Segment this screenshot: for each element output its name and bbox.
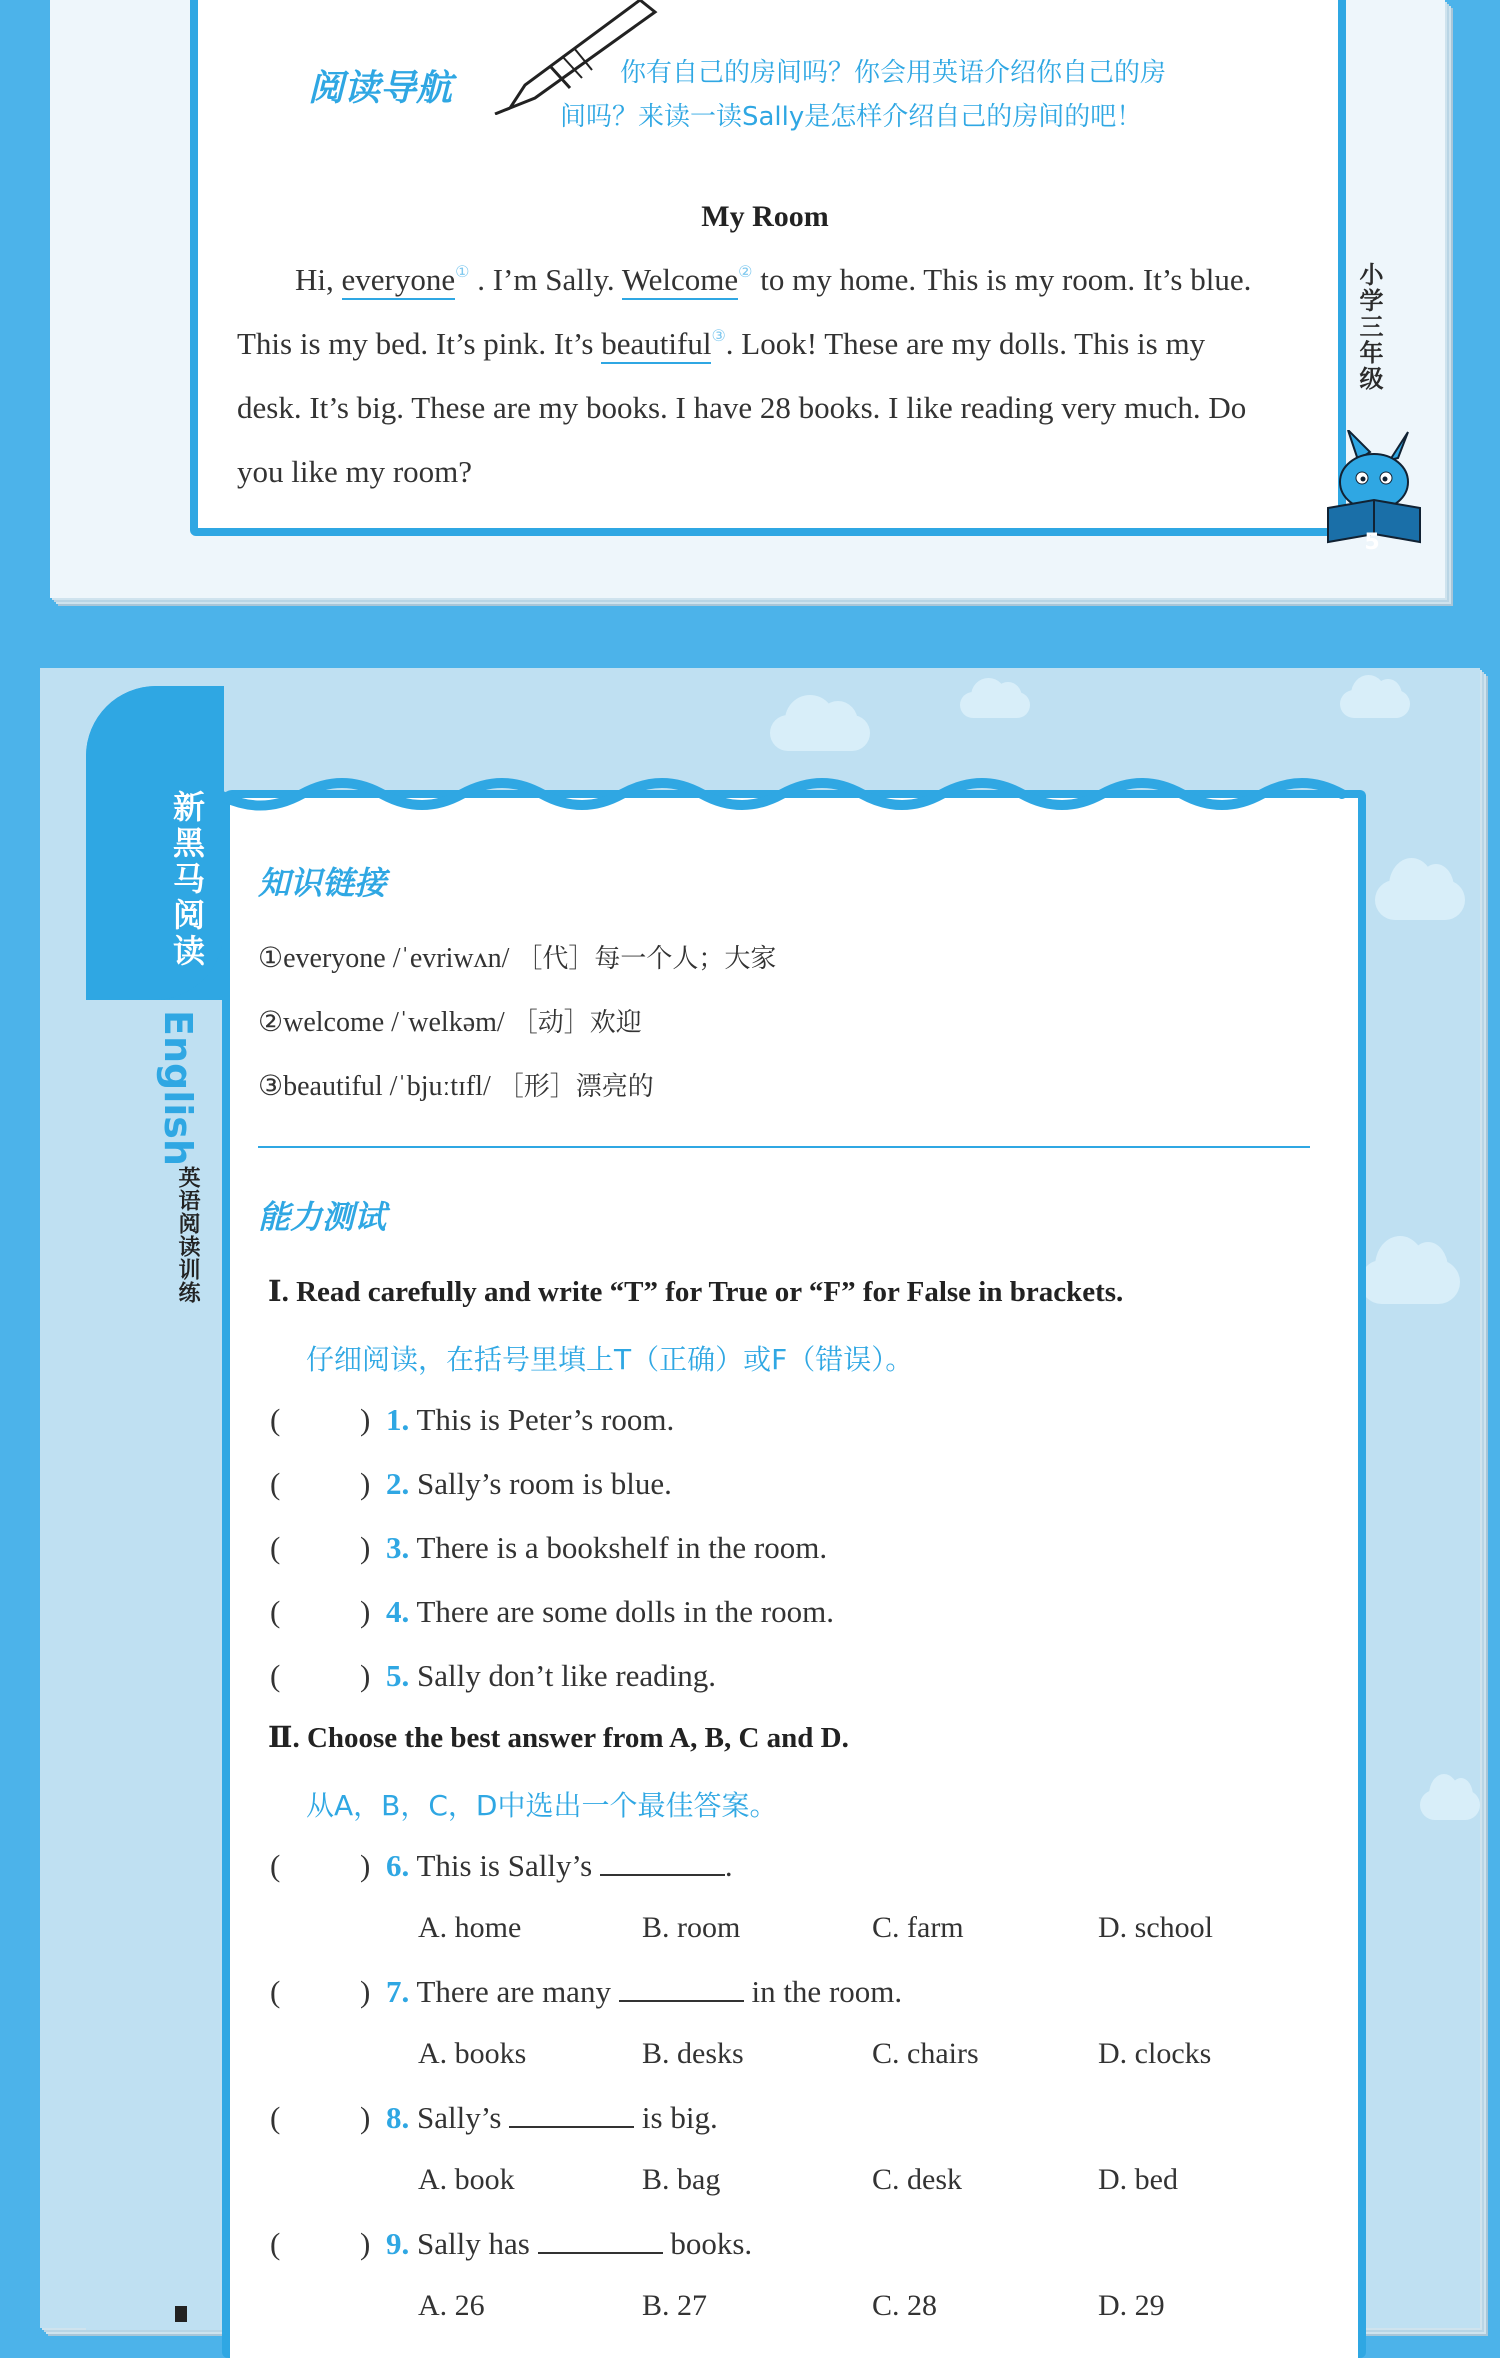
answer-option[interactable]: C. chairs (872, 2037, 979, 2070)
answer-bracket-open[interactable]: ( (270, 1658, 281, 1693)
answer-bracket-open[interactable]: ( (270, 1530, 281, 1565)
answer-bracket-open[interactable]: ( (270, 1848, 281, 1883)
subtitle-label: 英语阅读训练 (175, 1166, 200, 1304)
answer-bracket-close: ) (360, 2100, 371, 2135)
part1-instruction: 仔细阅读，在括号里填上T（正确）或F（错误）。 (306, 1343, 914, 1376)
reading-nav-text-line2: 间吗？来读一读Sally是怎样介绍自己的房间的吧！ (560, 102, 1143, 132)
answer-option[interactable]: C. desk (872, 2163, 962, 2196)
answer-bracket-open[interactable]: ( (270, 2226, 281, 2261)
question-number: 3. (386, 1530, 410, 1565)
story-word-beautiful: beautiful (601, 326, 711, 364)
vocab-number: ① (258, 943, 284, 974)
question-text: is big. (634, 2100, 718, 2135)
cloud-decoration (1420, 1790, 1480, 1820)
part2-instruction: 从A，B，C，D中选出一个最佳答案。 (306, 1789, 778, 1822)
answer-bracket-close: ) (360, 1466, 371, 1501)
part1-heading: Ⅰ. Read carefully and write “T” for True or “F” for False in brackets. (268, 1276, 1124, 1308)
knowledge-title: 知识链接 (258, 864, 387, 902)
answer-bracket-close: ) (360, 1594, 371, 1629)
story-line-3: desk. It’s big. These are my books. I have 28 books. I like reading very much. Do (237, 390, 1247, 425)
reading-nav-title: 阅读导航 (308, 68, 453, 109)
question-text: Sally’s room is blue. (417, 1466, 672, 1501)
question-number: 8. (386, 2100, 410, 2135)
answer-option[interactable]: A. 26 (418, 2289, 485, 2322)
answer-option[interactable]: A. book (418, 2163, 515, 2196)
vocab-pos: ［形］ (497, 1072, 576, 1102)
test-title: 能力测试 (258, 1198, 387, 1236)
story-line-2 (237, 326, 1205, 362)
answer-blank[interactable] (538, 2228, 663, 2254)
question-text: Sally don’t like reading. (417, 1658, 717, 1693)
cloud-decoration (1360, 1260, 1460, 1304)
question-text: This is Peter’s room. (416, 1402, 675, 1437)
question-number: 6. (386, 1848, 410, 1883)
vocab-row (258, 1066, 654, 1103)
vocab-number: ③ (258, 1071, 284, 1102)
answer-bracket-open[interactable]: ( (270, 1466, 281, 1501)
vocab-meaning: 漂亮的 (575, 1072, 654, 1102)
vocab-ipa: /ˈbjuːtɪfl/ (389, 1071, 491, 1102)
series-title: 新黑马阅读 (168, 790, 206, 970)
answer-option[interactable]: D. clocks (1098, 2037, 1212, 2070)
sidebar-bottom-mark (175, 2306, 187, 2322)
mc-question (386, 2100, 718, 2136)
story-text: . Look! These are my dolls. This is my (725, 326, 1206, 361)
mc-question (386, 1974, 902, 2010)
answer-option[interactable]: B. desks (642, 2037, 744, 2070)
answer-option[interactable]: C. farm (872, 1911, 964, 1944)
cloud-decoration (770, 715, 870, 751)
reading-nav-text-line1: 你有自己的房间吗？你会用英语介绍你自己的房 (620, 58, 1167, 88)
question-text: Sally’s (417, 2100, 510, 2135)
sidebar-light-strip (86, 1000, 224, 2330)
footnote-marker: ① (455, 264, 470, 281)
story-text: This is my bed. It’s pink. It’s (237, 326, 602, 361)
story-text: Hi, (295, 262, 342, 297)
grade-label: 小学三年级 (1355, 262, 1383, 392)
answer-bracket-close: ) (360, 1848, 371, 1883)
tf-question (386, 1466, 672, 1502)
story-line-1 (295, 262, 1251, 298)
english-label: English (156, 1010, 200, 1166)
answer-bracket-close: ) (360, 1974, 371, 2009)
answer-option[interactable]: C. 28 (872, 2289, 938, 2322)
answer-option[interactable]: B. 27 (642, 2289, 708, 2322)
answer-blank[interactable] (600, 1850, 725, 1876)
tf-question (386, 1402, 674, 1438)
vocab-word: welcome (283, 1007, 385, 1038)
question-number: 2. (386, 1466, 410, 1501)
answer-blank[interactable] (619, 1976, 744, 2002)
vocab-meaning: 欢迎 (589, 1008, 642, 1038)
answer-option[interactable]: A. books (418, 2037, 527, 2070)
answer-bracket-open[interactable]: ( (270, 1594, 281, 1629)
question-text: in the room. (743, 1974, 903, 2009)
mc-question (386, 2226, 752, 2262)
vocab-ipa: /ˈevriwʌn/ (392, 943, 510, 974)
answer-bracket-open[interactable]: ( (270, 1974, 281, 2009)
cloud-decoration (1375, 880, 1465, 920)
question-text: There is a bookshelf in the room. (416, 1530, 828, 1565)
question-number: 1. (386, 1402, 410, 1437)
vocab-pos: ［代］ (516, 944, 595, 974)
vocab-word: everyone (283, 943, 386, 974)
footnote-marker: ② (738, 264, 753, 281)
answer-bracket-close: ) (360, 1402, 371, 1437)
answer-bracket-close: ) (360, 1530, 371, 1565)
answer-option[interactable]: A. home (418, 1911, 522, 1944)
vocab-number: ② (258, 1007, 284, 1038)
mc-question (386, 1848, 733, 1884)
vocab-row (258, 1002, 642, 1039)
vocab-pos: ［动］ (511, 1008, 590, 1038)
question-number: 4. (386, 1594, 410, 1629)
vocab-meaning: 每一个人；大家 (594, 944, 777, 974)
answer-bracket-close: ) (360, 2226, 371, 2261)
question-text: books. (662, 2226, 753, 2261)
question-text: This is Sally’s (416, 1848, 600, 1883)
answer-blank[interactable] (509, 2102, 634, 2128)
answer-bracket-open[interactable]: ( (270, 1402, 281, 1437)
answer-bracket-open[interactable]: ( (270, 2100, 281, 2135)
question-number: 9. (386, 2226, 410, 2261)
story-word-welcome: Welcome (622, 262, 738, 300)
story-word-everyone: everyone (342, 262, 456, 300)
answer-option[interactable]: D. bed (1098, 2163, 1178, 2196)
question-text: There are many (416, 1974, 619, 2009)
footnote-marker: ③ (711, 328, 726, 345)
page-number: 5 (1364, 530, 1380, 555)
tf-question (386, 1658, 716, 1694)
section-divider (258, 1146, 1310, 1148)
question-number: 7. (386, 1974, 410, 2009)
tf-question (386, 1530, 827, 1566)
answer-option[interactable]: B. bag (642, 2163, 721, 2196)
question-text: There are some dolls in the room. (416, 1594, 834, 1629)
answer-option[interactable]: D. 29 (1098, 2289, 1165, 2322)
question-number: 5. (386, 1658, 410, 1693)
answer-bracket-close: ) (360, 1658, 371, 1693)
story-text: to my home. This is my room. It’s blue. (752, 262, 1252, 297)
story-text: . I’m Sally. (469, 262, 622, 297)
question-text: . (724, 1848, 733, 1883)
wavy-border (222, 776, 1367, 816)
cloud-decoration (960, 692, 1030, 718)
answer-option[interactable]: D. school (1098, 1911, 1213, 1944)
question-text: Sally has (417, 2226, 538, 2261)
answer-option[interactable]: B. room (642, 1911, 741, 1944)
vocab-ipa: /ˈwelkəm/ (391, 1007, 505, 1038)
part2-heading: Ⅱ. Choose the best answer from A, B, C and D. (268, 1722, 849, 1754)
story-title: My Room (701, 200, 829, 233)
cloud-decoration (1340, 690, 1410, 718)
vocab-row (258, 938, 776, 975)
story-line-4: you like my room? (237, 454, 473, 489)
vocab-word: beautiful (283, 1071, 383, 1102)
tf-question (386, 1594, 834, 1630)
